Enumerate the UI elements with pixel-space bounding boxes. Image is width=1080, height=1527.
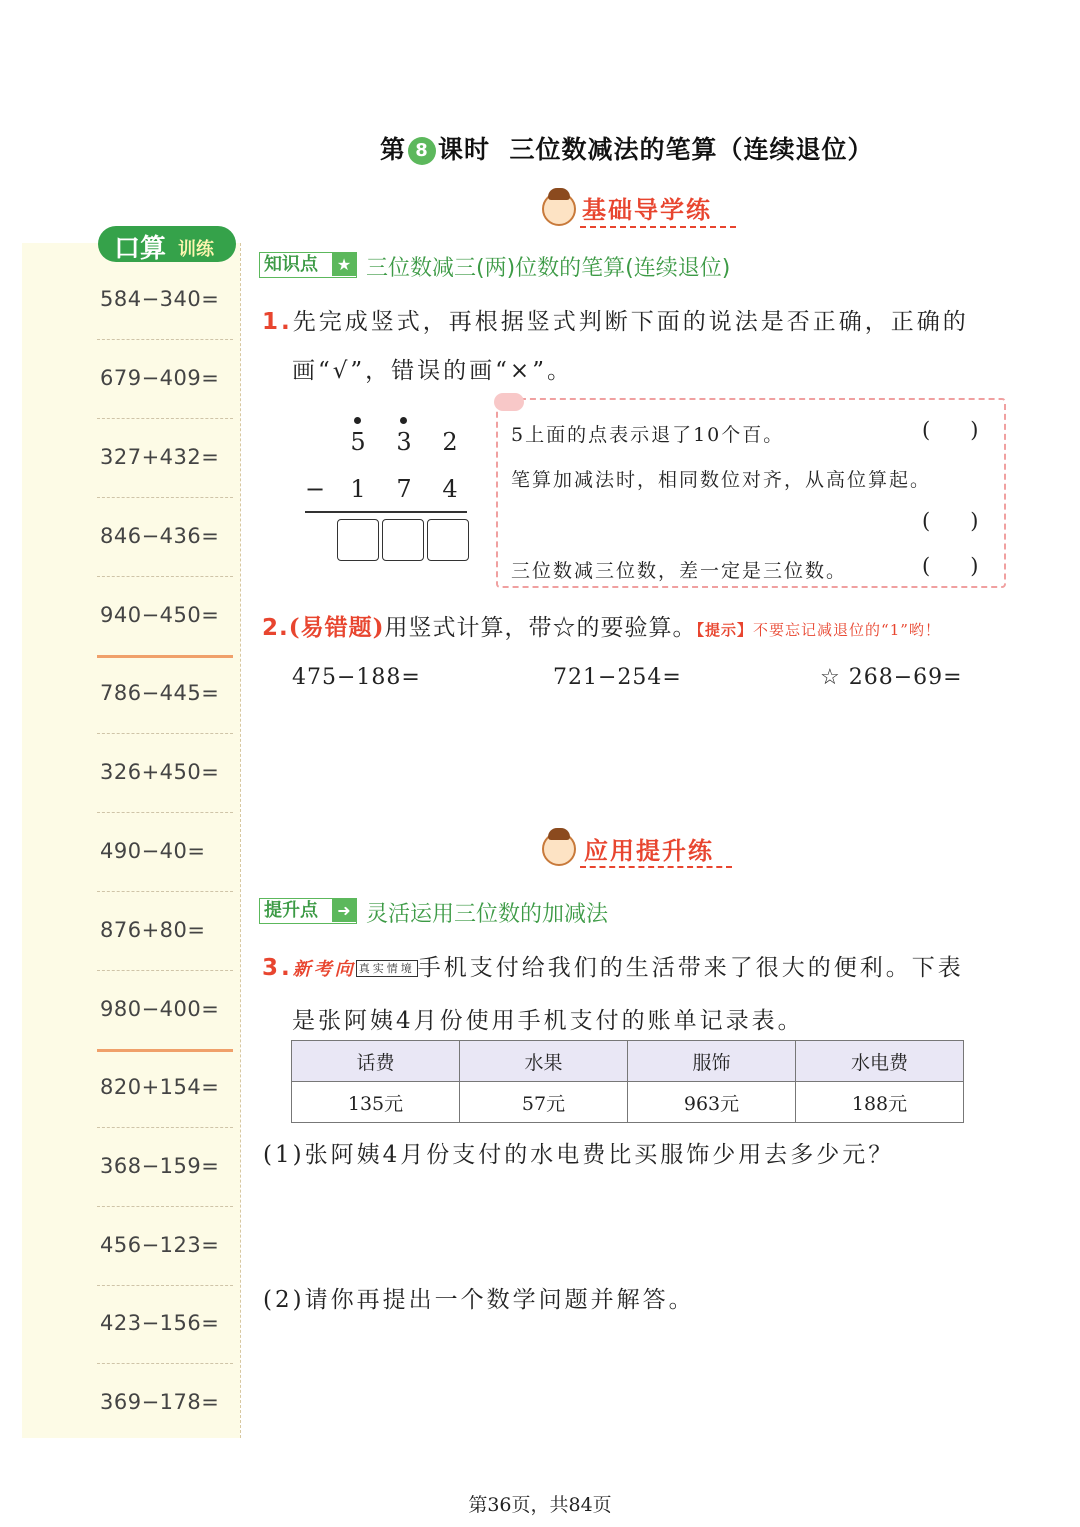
question-1-text: 先完成竖式，再根据竖式判断下面的说法是否正确，正确的 xyxy=(292,309,969,335)
table-cell: 135元 xyxy=(292,1082,460,1123)
error-prone-tag: (易错题) xyxy=(288,614,385,641)
cloud-icon xyxy=(494,393,524,411)
cartoon-face-icon xyxy=(542,832,576,866)
oral-item: 490−40= xyxy=(100,839,206,863)
question-3-line1 xyxy=(262,949,964,982)
badge-big-text: 口算 xyxy=(114,234,167,264)
raise-point-text: 灵活运用三位数的加减法 xyxy=(366,902,609,927)
section-heading-applied: 应用提升练 xyxy=(584,837,714,865)
question-3-line2: 是张阿姨4月份使用手机支付的账单记录表。 xyxy=(292,1008,804,1034)
answer-box[interactable] xyxy=(382,519,424,561)
oral-item: 326+450= xyxy=(100,760,220,784)
question-2 xyxy=(262,609,941,642)
raise-point-tag xyxy=(259,898,357,924)
oral-divider xyxy=(97,812,233,813)
knowledge-point-text: 三位数减三(两)位数的笔算(连续退位) xyxy=(366,256,731,281)
calc-problem-star: ☆ 268−69= xyxy=(820,665,963,690)
answer-paren[interactable]: ( ) xyxy=(922,509,979,533)
oral-divider xyxy=(97,1363,233,1364)
question-1-line2: 画“√”，错误的画“×”。 xyxy=(292,358,573,384)
bill-table xyxy=(291,1040,964,1123)
page-footer: 第36页，共84页 xyxy=(468,1494,612,1516)
oral-divider xyxy=(97,1049,233,1052)
section-underline xyxy=(580,226,736,228)
statement-1: 5上面的点表示退了10个百。 xyxy=(511,424,785,446)
calc-problem: 475−188= xyxy=(292,665,421,690)
statement-2: 笔算加减法时，相同数位对齐，从高位算起。 xyxy=(511,469,932,491)
oral-item: 940−450= xyxy=(100,603,220,627)
minuend-digit: 5 xyxy=(350,428,366,456)
section-underline xyxy=(580,866,732,868)
new-direction-tag: 新考向 xyxy=(292,959,356,980)
table-header-cell: 水果 xyxy=(460,1041,628,1082)
subtrahend-digit: 4 xyxy=(442,475,458,503)
oral-divider xyxy=(97,1127,233,1128)
knowledge-point-label: 知识点 xyxy=(264,254,318,275)
hint-text: 不要忘记减退位的“1”哟！ xyxy=(753,621,941,639)
oral-divider xyxy=(97,418,233,419)
subtrahend-digit: 7 xyxy=(396,475,412,503)
page-title xyxy=(380,130,873,166)
oral-divider xyxy=(97,576,233,577)
raise-point-label: 提升点 xyxy=(264,900,318,921)
answer-box[interactable] xyxy=(427,519,469,561)
borrow-dot xyxy=(354,417,361,424)
star-icon: ★ xyxy=(332,253,356,276)
question-3-number: 3. xyxy=(262,955,293,981)
oral-item: 679−409= xyxy=(100,366,220,390)
oral-item: 584−340= xyxy=(100,287,220,311)
sub-question-1: (1)张阿姨4月份支付的水电费比买服饰少用去多少元？ xyxy=(263,1142,895,1168)
calc-problem: 721−254= xyxy=(553,665,682,690)
table-header-row xyxy=(292,1041,964,1082)
oral-item: 369−178= xyxy=(100,1390,220,1414)
minuend-digit: 2 xyxy=(442,428,458,456)
oral-divider xyxy=(97,891,233,892)
question-1-line1 xyxy=(262,303,969,336)
subtrahend-digit: 1 xyxy=(350,475,366,503)
oral-practice-badge xyxy=(98,226,236,262)
minus-sign: − xyxy=(304,475,326,503)
lesson-number-badge: 8 xyxy=(408,137,436,165)
oral-divider xyxy=(97,733,233,734)
oral-item: 423−156= xyxy=(100,1311,220,1335)
oral-item: 820+154= xyxy=(100,1075,220,1099)
table-header-cell: 水电费 xyxy=(796,1041,964,1082)
statement-3: 三位数减三位数，差一定是三位数。 xyxy=(511,560,848,582)
oral-divider xyxy=(97,1206,233,1207)
cartoon-face-icon xyxy=(542,192,576,226)
arrow-icon: ➜ xyxy=(332,899,356,922)
table-row xyxy=(292,1082,964,1123)
oral-item: 327+432= xyxy=(100,445,220,469)
table-cell: 963元 xyxy=(628,1082,796,1123)
minuend-digit: 3 xyxy=(396,428,412,456)
table-cell: 57元 xyxy=(460,1082,628,1123)
oral-item: 786−445= xyxy=(100,681,220,705)
question-1-number: 1. xyxy=(262,309,293,335)
title-suffix: 课时 xyxy=(438,135,491,164)
oral-divider xyxy=(97,339,233,340)
vertical-calc-line xyxy=(305,511,467,513)
sub-question-2: (2)请你再提出一个数学问题并解答。 xyxy=(263,1287,695,1313)
table-header-cell: 话费 xyxy=(292,1041,460,1082)
oral-item: 456−123= xyxy=(100,1233,220,1257)
oral-divider xyxy=(97,970,233,971)
oral-item: 368−159= xyxy=(100,1154,220,1178)
borrow-dot xyxy=(400,417,407,424)
question-3-text: 手机支付给我们的生活带来了很大的便利。下表 xyxy=(417,955,964,981)
hint-label: 【提示】 xyxy=(696,621,754,639)
question-2-number: 2. xyxy=(262,615,289,641)
answer-paren[interactable]: ( ) xyxy=(922,554,979,578)
answer-paren[interactable]: ( ) xyxy=(922,418,979,442)
sidebar-divider xyxy=(240,243,241,1438)
oral-item: 846−436= xyxy=(100,524,220,548)
title-name: 三位数减法的笔算（连续退位） xyxy=(509,135,874,164)
table-header-cell: 服饰 xyxy=(628,1041,796,1082)
knowledge-point-tag xyxy=(259,252,357,278)
oral-divider xyxy=(97,1285,233,1286)
real-context-tag: 真实情境 xyxy=(356,960,418,977)
question-2-text: 用竖式计算，带☆的要验算。 xyxy=(384,615,697,641)
answer-box[interactable] xyxy=(337,519,379,561)
oral-divider xyxy=(97,497,233,498)
section-heading-basic: 基础导学练 xyxy=(582,196,712,224)
badge-small-text: 训练 xyxy=(178,239,214,260)
oral-divider xyxy=(97,655,233,658)
table-cell: 188元 xyxy=(796,1082,964,1123)
title-prefix: 第 xyxy=(380,135,407,164)
oral-item: 876+80= xyxy=(100,918,206,942)
oral-item: 980−400= xyxy=(100,997,220,1021)
